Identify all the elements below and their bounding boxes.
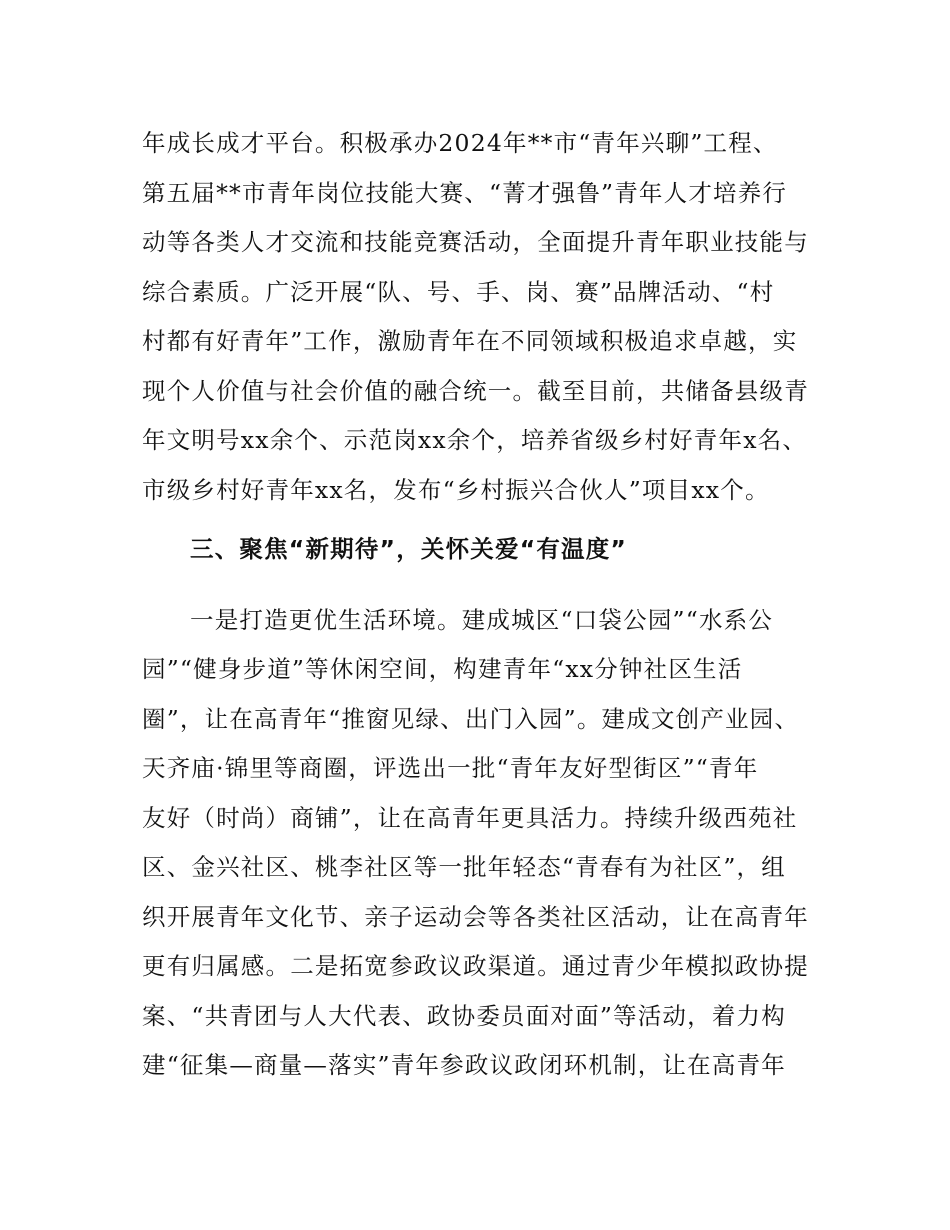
- paragraph-line: 建“征集—商量—落实”青年参政议政闭环机制，让在高青年: [142, 1051, 786, 1079]
- paragraph-line: 织开展青年文化节、亲子运动会等各类社区活动，让在高青年: [142, 903, 809, 931]
- paragraph-line: 一是打造更优生活环境。建成城区“口袋公园”“水系公: [190, 606, 774, 634]
- paragraph-line: 现个人价值与社会价值的融合统一。截至目前，共储备县级青: [142, 377, 809, 405]
- paragraph-line: 市级乡村好青年xx名，发布“乡村振兴合伙人”项目xx个。: [142, 476, 770, 504]
- paragraph-line: 第五届**市青年岗位技能大赛、“菁才强鲁”青年人才培养行: [142, 179, 788, 207]
- paragraph-line: 友好（时尚）商铺”，让在高青年更具活力。持续升级西苑社: [142, 804, 798, 832]
- section-heading: 三、聚焦“新期待”，关怀关爱“有温度”: [190, 535, 628, 563]
- paragraph-line: 动等各类人才交流和技能竞赛活动，全面提升青年职业技能与: [142, 228, 809, 256]
- paragraph-line: 园”“健身步道”等休闲空间，构建青年“xx分钟社区生活: [142, 655, 743, 683]
- paragraph-line: 年成长成才平台。积极承办2024年**市“青年兴聊”工程、: [142, 129, 778, 157]
- paragraph-line: 村都有好青年”工作，激励青年在不同领域积极追求卓越，实: [142, 327, 798, 355]
- paragraph-line: 案、“共青团与人大代表、政协委员面对面”等活动，着力构: [142, 1002, 786, 1030]
- paragraph-line: 更有归属感。二是拓宽参政议政渠道。通过青少年模拟政协提: [142, 952, 809, 980]
- paragraph-line: 年文明号xx余个、示范岗xx余个，培养省级乡村好青年x名、: [142, 426, 808, 454]
- paragraph-line: 区、金兴社区、桃李社区等一批年轻态“青春有为社区”，组: [142, 853, 786, 881]
- paragraph-line: 天齐庙·锦里等商圈，评选出一批“青年友好型街区”“青年: [142, 754, 759, 782]
- paragraph-line: 综合素质。广泛开展“队、号、手、岗、赛”品牌活动、“村: [142, 278, 775, 306]
- paragraph-line: 圈”，让在高青年“推窗见绿、出门入园”。建成文创产业园、: [142, 705, 800, 733]
